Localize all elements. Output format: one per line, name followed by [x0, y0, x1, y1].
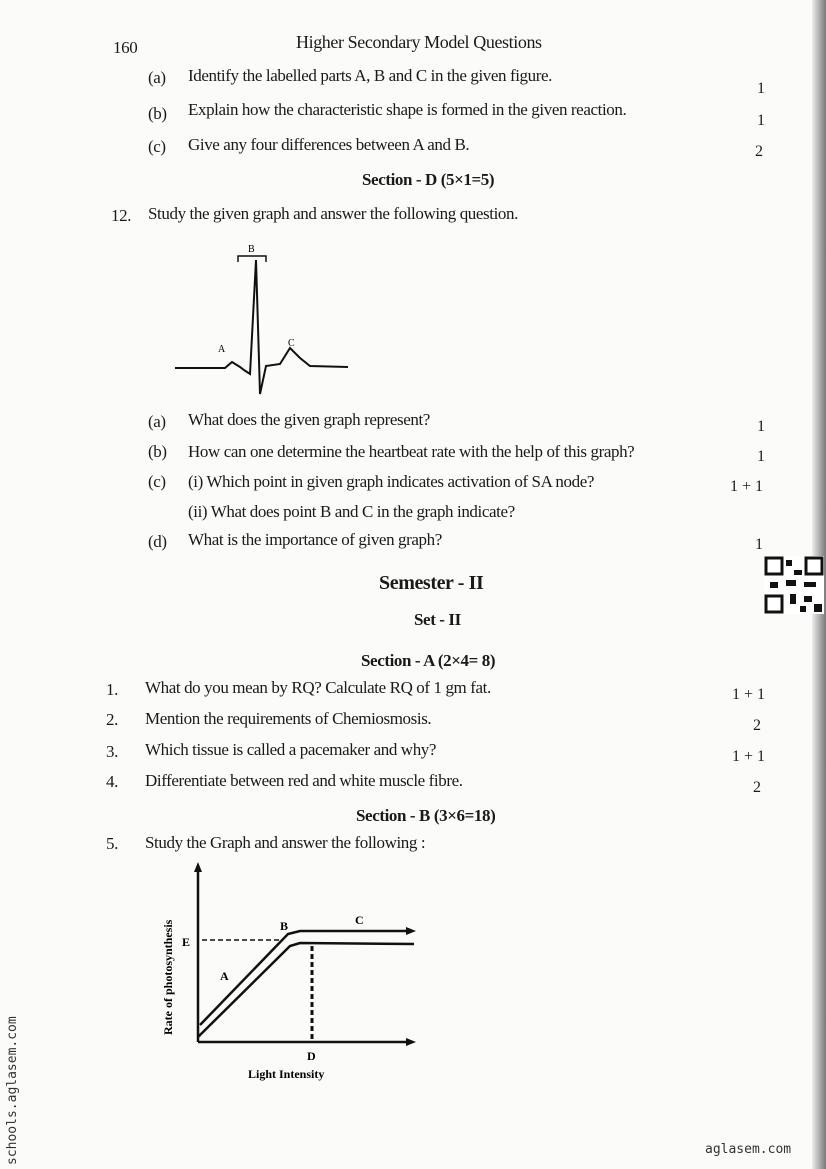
marks: 1 [757, 80, 765, 97]
label-c: C [355, 913, 364, 927]
part-text: Explain how the characteristic shape is formed in the given reaction. [188, 100, 627, 119]
part-text: What does the given graph represent? [188, 410, 430, 429]
marks: 2 [753, 779, 761, 796]
label-e: E [182, 935, 191, 949]
marks: 2 [755, 143, 763, 160]
ecg-label-b: B [248, 244, 255, 255]
page-number: 160 [113, 38, 138, 57]
question-text: Mention the requirements of Chemiosmosis. [145, 709, 432, 728]
marks: 2 [753, 717, 761, 734]
part-label: (b) [148, 104, 167, 123]
part-label: (d) [148, 532, 167, 551]
question-number: 1. [106, 680, 118, 699]
bottom-watermark: aglasem.com [705, 1142, 792, 1157]
y-axis-label: Rate of photosynthesis [161, 919, 175, 1035]
semester-heading: Semester - II [379, 572, 484, 594]
label-a: A [220, 969, 229, 983]
question-number: 2. [106, 710, 118, 729]
part-text: Give any four differences between A and B. [188, 135, 470, 154]
marks: 1 + 1 [732, 748, 766, 765]
label-b: B [280, 919, 289, 933]
marks: 1 [755, 536, 763, 553]
question-number: 3. [106, 742, 118, 761]
section-b-heading: Section - B (3×6=18) [356, 806, 496, 825]
part-label: (b) [148, 442, 167, 461]
set-heading: Set - II [414, 610, 461, 629]
part-label: (a) [148, 68, 166, 87]
running-title: Higher Secondary Model Questions [296, 32, 542, 52]
x-axis-label: Light Intensity [248, 1067, 325, 1081]
curve-lower [198, 943, 414, 1037]
marks: 1 [757, 418, 765, 435]
q12-text: Study the given graph and answer the following question. [148, 204, 518, 223]
part-text: What is the importance of given graph? [188, 530, 442, 549]
part-label: (a) [148, 412, 166, 431]
q5-number: 5. [106, 834, 118, 853]
q5-text: Study the Graph and answer the following : [145, 833, 426, 852]
marks: 1 + 1 [730, 478, 764, 495]
q12-number: 12. [111, 206, 132, 225]
question-text: Which tissue is called a pacemaker and why? [145, 740, 437, 759]
marks: 1 [757, 448, 765, 465]
side-watermark: schools.aglasem.com [5, 1016, 20, 1165]
photosynthesis-graph [150, 860, 430, 1090]
part-text: (ii) What does point B and C in the graph indicate? [188, 502, 515, 521]
part-label: (c) [148, 137, 166, 156]
qr-code [764, 556, 824, 614]
ecg-label-a: A [218, 344, 226, 355]
section-a-heading: Section - A (2×4= 8) [361, 651, 496, 670]
label-d: D [307, 1049, 316, 1063]
part-text: How can one determine the heartbeat rate with the help of this graph? [188, 442, 635, 461]
question-number: 4. [106, 772, 118, 791]
part-text: (i) Which point in given graph indicates activation of SA node? [188, 472, 594, 491]
marks: 1 [757, 112, 765, 129]
question-text: Differentiate between red and white muscle fibre. [145, 771, 463, 790]
curve-upper [200, 931, 412, 1025]
marks: 1 + 1 [732, 686, 766, 703]
ecg-label-c: C [288, 338, 295, 349]
part-text: Identify the labelled parts A, B and C in the given figure. [188, 66, 552, 85]
part-label: (c) [148, 472, 166, 491]
ecg-graph [170, 240, 360, 400]
question-text: What do you mean by RQ? Calculate RQ of 1 gm fat. [145, 678, 491, 697]
section-d-heading: Section - D (5×1=5) [362, 170, 495, 189]
